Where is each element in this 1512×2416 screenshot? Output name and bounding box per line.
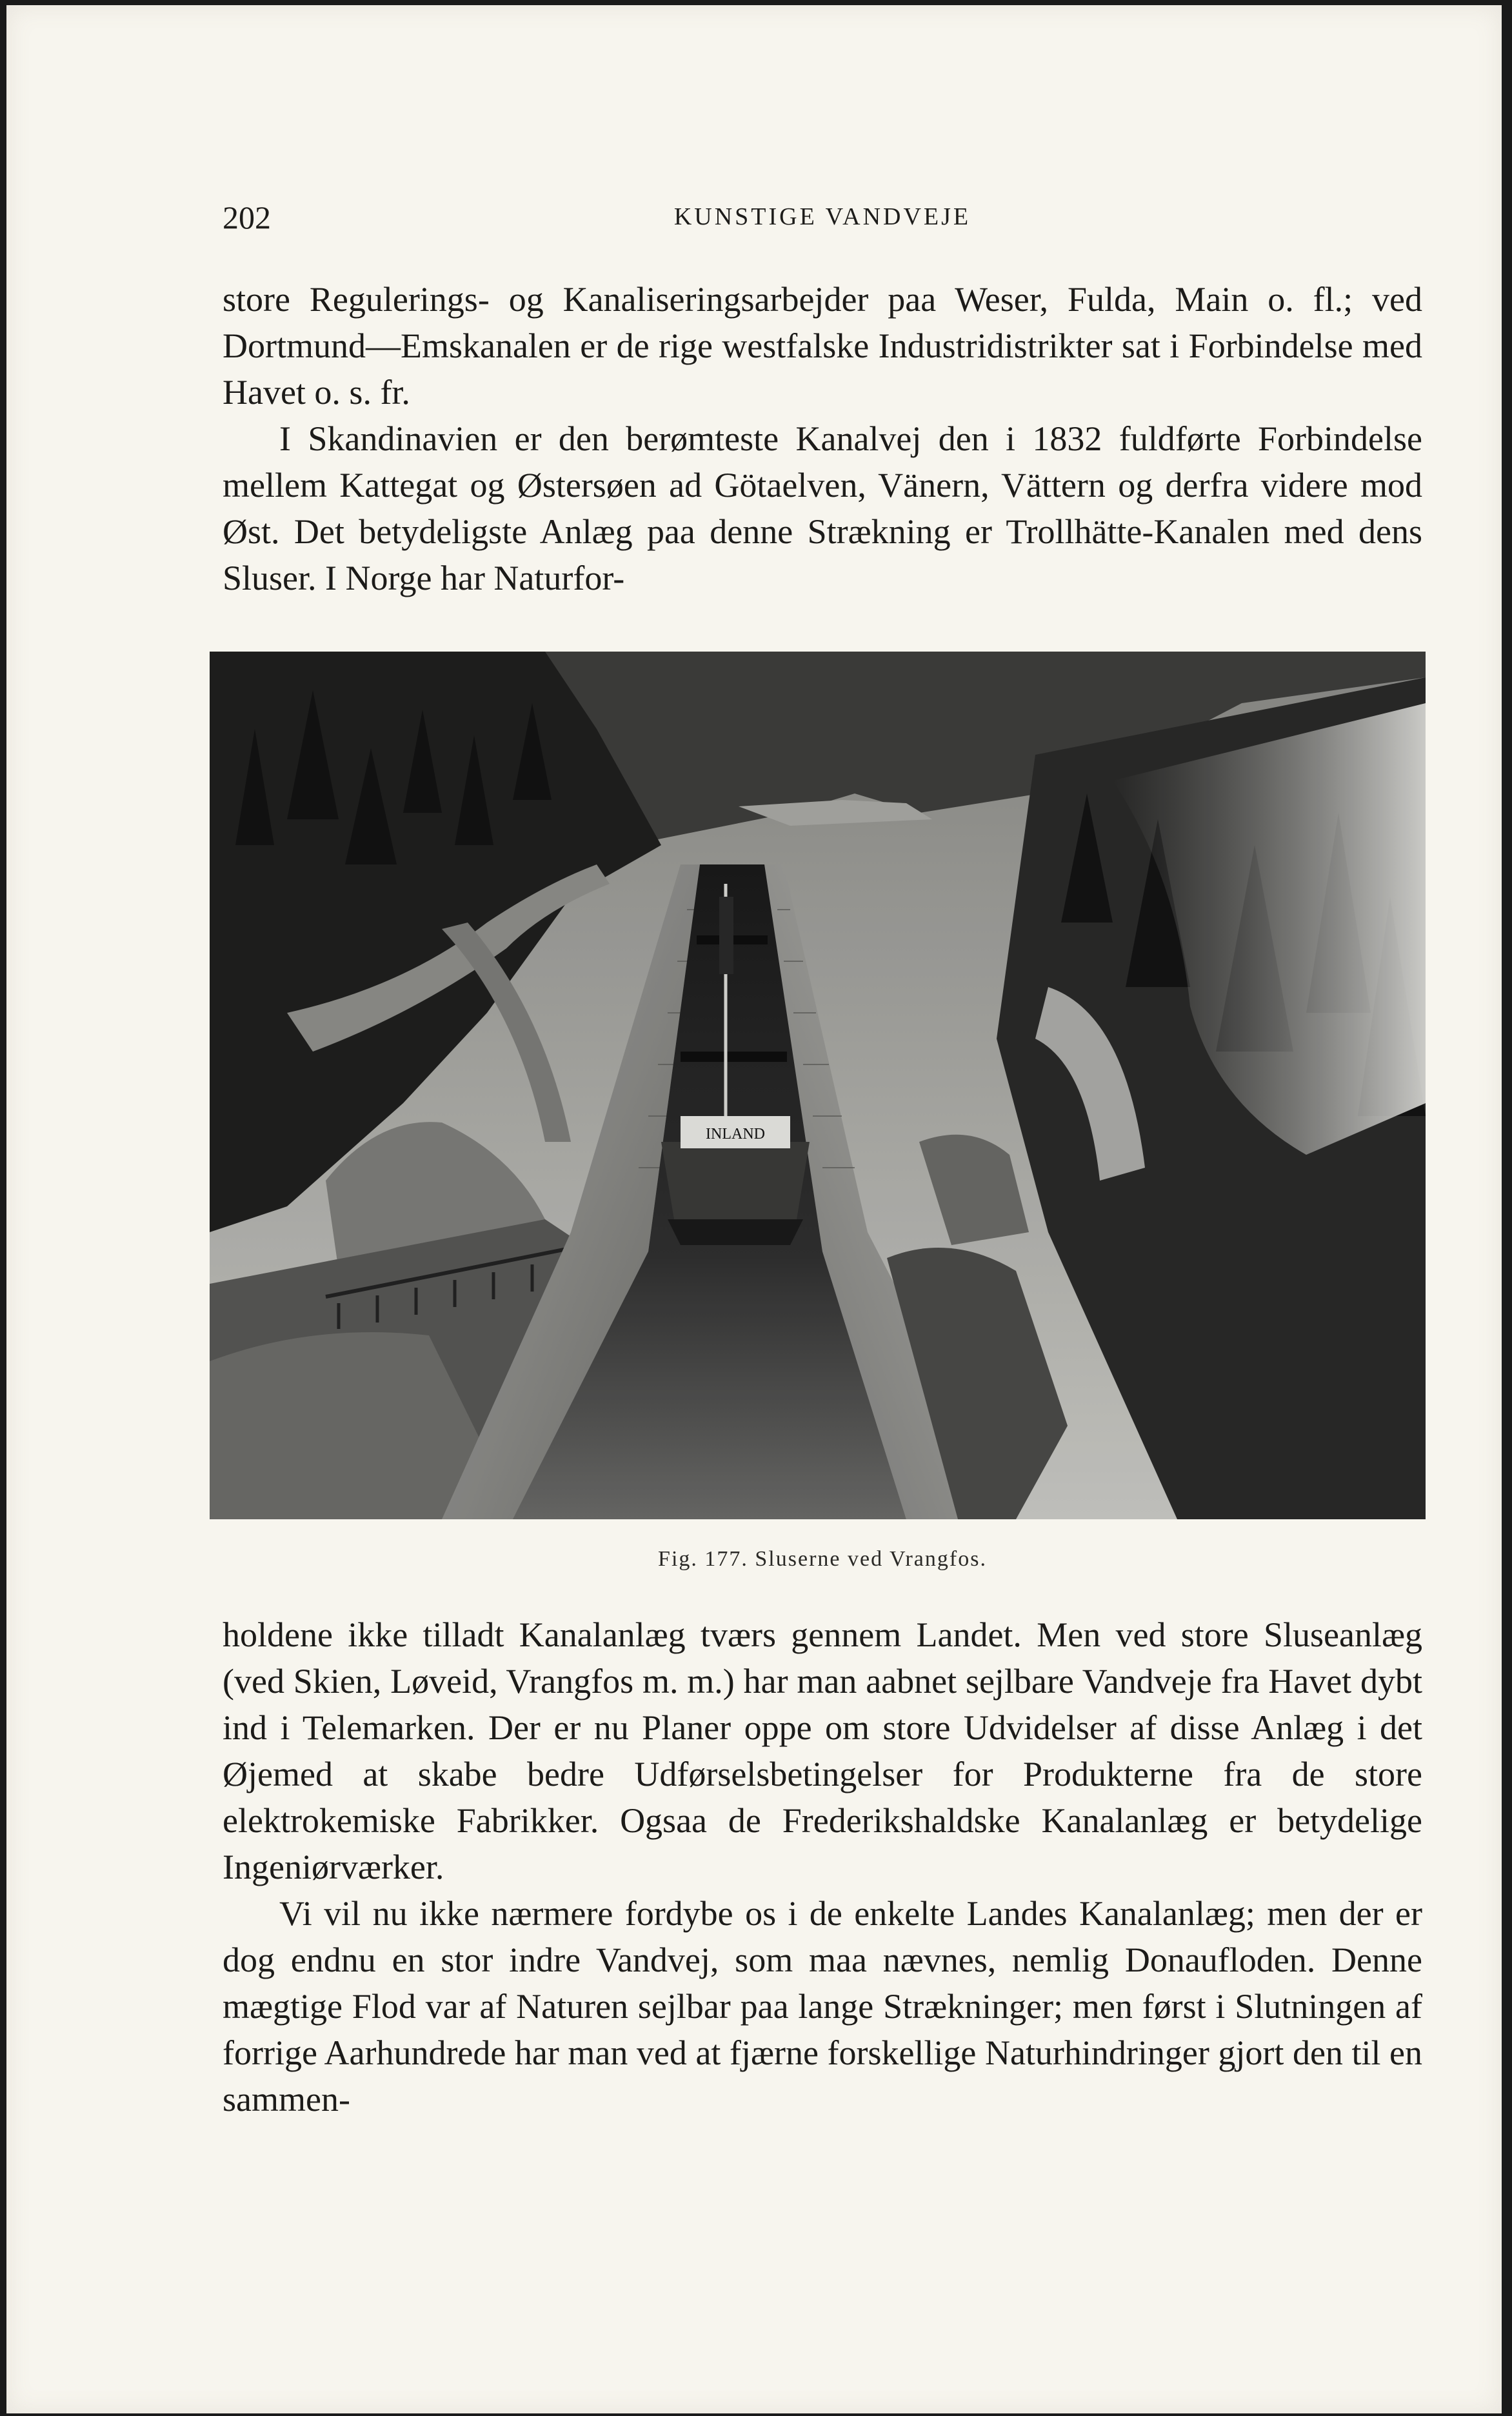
body-text-bottom bbox=[223, 1612, 1422, 2122]
lock-photograph bbox=[210, 652, 1426, 1519]
body-text-top bbox=[223, 276, 1422, 601]
paragraph: I Skandinavien er den berømteste Kanalvej den i 1832 fuldførte Forbindelse mellem Kattegat og Østersøen ad Götaelven, Vänern, Vättern og derfra videre mod Øst. Det betydeligste Anlæg paa denne Strækning er Trollhätte-Kanalen med dens Sluser. I Norge har Naturfor- bbox=[223, 419, 1422, 597]
boat-name-text: INLAND bbox=[706, 1126, 765, 1143]
running-title: KUNSTIGE VANDVEJE bbox=[673, 203, 971, 230]
photo-figure bbox=[210, 652, 1426, 1519]
paragraph: store Regulerings- og Kanaliseringsarbejder paa Weser, Fulda, Main o. fl.; ved Dortmund—Emskanalen er de rige westfalske Industridistrikter sat i Forbindelse med Havet o. s. fr. bbox=[223, 280, 1422, 412]
paragraph: Vi vil nu ikke nærmere fordybe os i de enkelte Landes Kanalanlæg; men der er dog endnu en stor indre Vandvej, som maa nævnes, nemlig Donaufloden. Denne mægtige Flod var af Naturen sejlbar paa lange Strækninger; men først i Slutningen af forrige Aarhundrede har man ved at fjærne forskellige Naturhindringer gjort den til en sammen- bbox=[223, 1894, 1422, 2119]
book-page bbox=[6, 5, 1502, 2413]
running-head bbox=[223, 199, 1422, 244]
paragraph: holdene ikke tilladt Kanalanlæg tværs gennem Landet. Men ved store Sluseanlæg (ved Skien, Løveid, Vrangfos m. m.) har man aabnet sejlbare Vandveje fra Havet dybt ind i Telemarken. Der er nu Planer oppe om store Udvidelser af disse Anlæg i det Øjemed at skabe bedre Udførselsbetingelser for Produkterne fra de store elektrokemiske Fabrikker. Ogsaa de Frederikshaldske Kanalanlæg er betydelige Ingeniørværker. bbox=[223, 1615, 1422, 1886]
page-number: 202 bbox=[223, 199, 271, 235]
figure-caption: Fig. 177. Sluserne ved Vrangfos. bbox=[658, 1547, 987, 1571]
